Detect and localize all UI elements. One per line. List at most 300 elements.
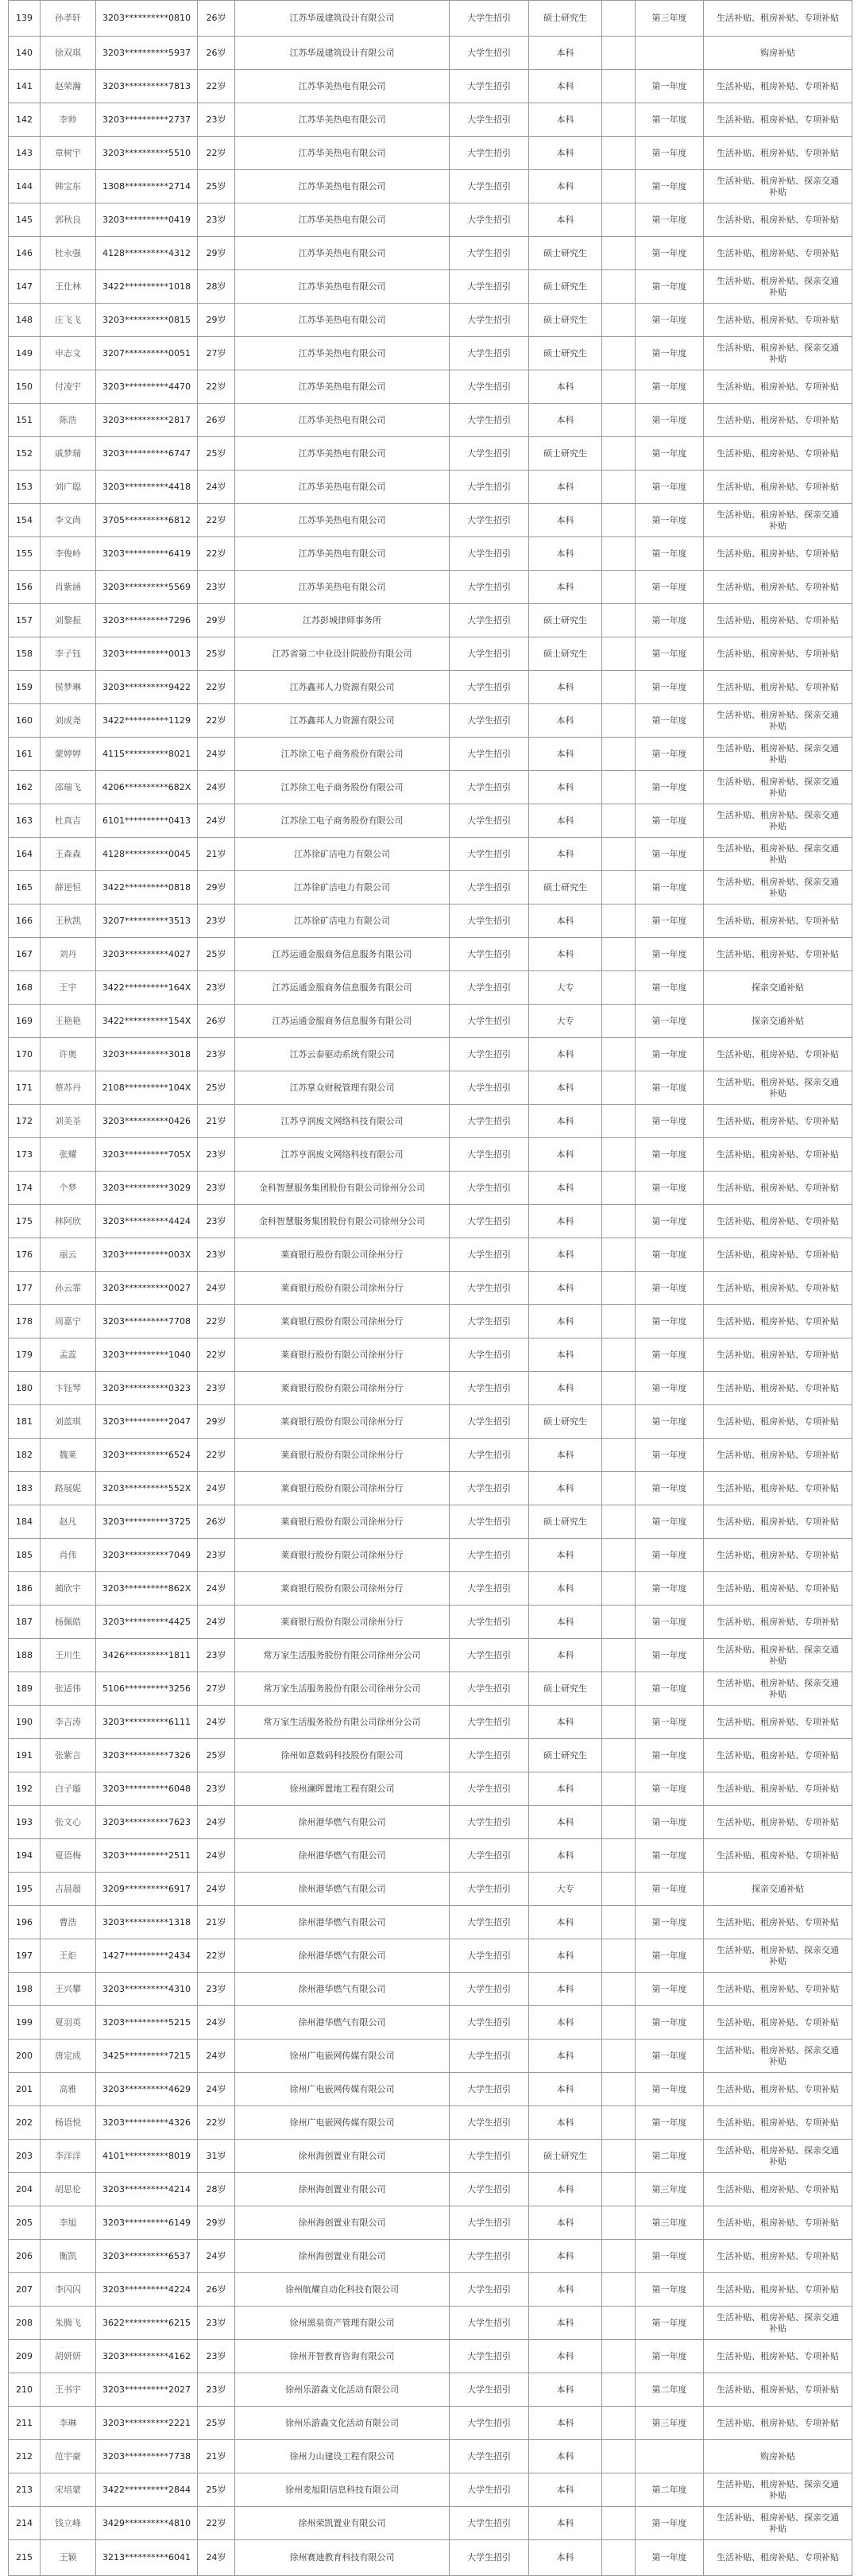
subsidy-year: 第一年度 (636, 1505, 704, 1539)
blank-cell (602, 70, 636, 103)
subsidy-year: 第一年度 (636, 1706, 704, 1739)
age: 24岁 (198, 471, 235, 504)
subsidy-types (704, 671, 852, 704)
id-number: 3203**********7813 (96, 70, 198, 103)
blank-cell (602, 2373, 636, 2407)
age: 25岁 (198, 1071, 235, 1105)
subsidy-types (704, 1439, 852, 1472)
age: 23岁 (198, 1973, 235, 2006)
employer-name: 江苏徐矿洁电力有限公司 (235, 871, 450, 905)
id-number: 3203**********0426 (96, 1105, 198, 1138)
blank-cell (602, 704, 636, 738)
blank-cell (602, 671, 636, 704)
person-name: 丽云 (41, 1238, 96, 1272)
subsidy-types (704, 537, 852, 571)
table-row (9, 637, 852, 671)
education-level: 本科 (529, 2473, 602, 2507)
talent-category: 大学生招引 (450, 637, 529, 671)
education-level: 本科 (529, 537, 602, 571)
subsidy-line: 生活补贴、租房补贴、探亲交通 (717, 1076, 839, 1087)
talent-category: 大学生招引 (450, 704, 529, 738)
education-level: 本科 (529, 504, 602, 537)
employer-name: 江苏华美热电有限公司 (235, 70, 450, 103)
age: 23岁 (198, 971, 235, 1005)
subsidy-types (704, 1873, 852, 1906)
row-number: 151 (9, 404, 41, 437)
subsidy-line: 生活补贴、租房补贴、专项补贴 (717, 1149, 839, 1160)
talent-category: 大学生招引 (450, 1939, 529, 1973)
person-name: 刘美荃 (41, 1105, 96, 1138)
blank-cell (602, 170, 636, 203)
id-number: 3203**********4418 (96, 471, 198, 504)
subsidy-year: 第一年度 (636, 1172, 704, 1205)
education-level: 本科 (529, 137, 602, 170)
subsidy-line: 生活补贴、租房补贴、专项补贴 (717, 1048, 839, 1059)
talent-category: 大学生招引 (450, 1439, 529, 1472)
subsidy-line: 补贴 (769, 1655, 786, 1666)
subsidy-line: 补贴 (769, 1688, 786, 1699)
employer-name: 徐州港华燃气有限公司 (235, 1839, 450, 1873)
table-row (9, 1606, 852, 1639)
person-name: 李帅 (41, 103, 96, 137)
talent-category: 大学生招引 (450, 2340, 529, 2373)
person-name: 衡凯 (41, 2240, 96, 2273)
age: 25岁 (198, 637, 235, 671)
subsidy-year: 第二年度 (636, 2140, 704, 2173)
table-row (9, 604, 852, 637)
subsidy-line: 生活补贴、租房补贴、专项补贴 (717, 1115, 839, 1126)
blank-cell (602, 1272, 636, 1305)
age: 26岁 (198, 404, 235, 437)
blank-cell (602, 2039, 636, 2073)
talent-category: 大学生招引 (450, 203, 529, 237)
table-row (9, 537, 852, 571)
subsidy-line: 生活补贴、租房补贴、探亲交通 (717, 509, 839, 520)
subsidy-year: 第三年度 (636, 2407, 704, 2440)
employer-name: 徐州海创置业有限公司 (235, 2140, 450, 2173)
person-name: 孙孝轩 (41, 1, 96, 37)
subsidy-types (704, 170, 852, 203)
person-name: 蔡苏丹 (41, 1071, 96, 1105)
education-level: 本科 (529, 2373, 602, 2407)
talent-category: 大学生招引 (450, 838, 529, 871)
talent-category: 大学生招引 (450, 304, 529, 337)
subsidy-roster-sheet (8, 0, 852, 2576)
subsidy-year: 第一年度 (636, 571, 704, 604)
subsidy-types (704, 1839, 852, 1873)
subsidy-line: 生活补贴、租房补贴、专项补贴 (717, 1749, 839, 1761)
blank-cell (602, 1973, 636, 2006)
education-level: 本科 (529, 2006, 602, 2039)
blank-cell (602, 237, 636, 270)
id-number: 3203**********4470 (96, 370, 198, 404)
person-name: 范宇豪 (41, 2440, 96, 2473)
table-row (9, 871, 852, 905)
blank-cell (602, 2340, 636, 2373)
talent-category: 大学生招引 (450, 938, 529, 971)
age: 22岁 (198, 1305, 235, 1338)
subsidy-line: 补贴 (769, 2489, 786, 2500)
education-level: 本科 (529, 1939, 602, 1973)
employer-name: 江苏鑫邦人力资源有限公司 (235, 671, 450, 704)
id-number: 3203**********6747 (96, 437, 198, 471)
person-name: 吉晨超 (41, 1873, 96, 1906)
subsidy-line: 生活补贴、租房补贴、专项补贴 (717, 2016, 839, 2028)
education-level: 本科 (529, 370, 602, 404)
employer-name: 江苏华晟建筑设计有限公司 (235, 37, 450, 70)
id-number: 4128**********0045 (96, 838, 198, 871)
talent-category: 大学生招引 (450, 2540, 529, 2576)
table-row (9, 2206, 852, 2240)
subsidy-line: 生活补贴、租房补贴、专项补贴 (717, 1916, 839, 1927)
employer-name: 江苏彭城律师事务所 (235, 604, 450, 637)
blank-cell (602, 537, 636, 571)
employer-name: 徐州广电嵌网传媒有限公司 (235, 2039, 450, 2073)
talent-category: 大学生招引 (450, 1839, 529, 1873)
blank-cell (602, 504, 636, 537)
subsidy-types (704, 237, 852, 270)
id-number: 3203**********4326 (96, 2106, 198, 2140)
table-row (9, 905, 852, 938)
id-number: 3203**********2511 (96, 1839, 198, 1873)
row-number: 159 (9, 671, 41, 704)
row-number: 192 (9, 1772, 41, 1806)
subsidy-line: 生活补贴、租房补贴、探亲交通 (717, 342, 839, 353)
education-level: 硕士研究生 (529, 1672, 602, 1706)
subsidy-year: 第一年度 (636, 804, 704, 838)
table-row (9, 1005, 852, 1038)
row-number: 198 (9, 1973, 41, 2006)
subsidy-types (704, 1472, 852, 1505)
id-number: 3425**********7215 (96, 2039, 198, 2073)
subsidy-year: 第一年度 (636, 971, 704, 1005)
education-level: 本科 (529, 70, 602, 103)
person-name: 魏莱 (41, 1439, 96, 1472)
row-number: 203 (9, 2140, 41, 2173)
table-row (9, 2507, 852, 2540)
id-number: 3203**********0815 (96, 304, 198, 337)
employer-name: 徐州海创置业有限公司 (235, 2240, 450, 2273)
person-name: 申志文 (41, 337, 96, 370)
subsidy-types (704, 1606, 852, 1639)
talent-category: 大学生招引 (450, 1472, 529, 1505)
subsidy-line: 生活补贴、租房补贴、专项补贴 (717, 1582, 839, 1594)
person-name: 王秋凯 (41, 905, 96, 938)
row-number: 146 (9, 237, 41, 270)
blank-cell (602, 2440, 636, 2473)
table-row (9, 2039, 852, 2073)
row-number: 187 (9, 1606, 41, 1639)
subsidy-types (704, 604, 852, 637)
blank-cell (602, 1305, 636, 1338)
subsidy-types (704, 1238, 852, 1272)
education-level: 本科 (529, 2273, 602, 2307)
row-number: 184 (9, 1505, 41, 1539)
talent-category: 大学生招引 (450, 1873, 529, 1906)
subsidy-year: 第一年度 (636, 938, 704, 971)
subsidy-line: 补贴 (769, 820, 786, 831)
subsidy-year: 第一年度 (636, 504, 704, 537)
id-number: 3422**********164X (96, 971, 198, 1005)
subsidy-line: 探亲交通补贴 (752, 1883, 804, 1894)
person-name: 曹浩 (41, 1906, 96, 1939)
talent-category: 大学生招引 (450, 2440, 529, 2473)
subsidy-types (704, 1739, 852, 1772)
talent-category: 大学生招引 (450, 2473, 529, 2507)
age: 24岁 (198, 738, 235, 771)
talent-category: 大学生招引 (450, 37, 529, 70)
person-name: 路展妮 (41, 1472, 96, 1505)
row-number: 175 (9, 1205, 41, 1238)
subsidy-types (704, 1939, 852, 1973)
table-row (9, 671, 852, 704)
row-number: 160 (9, 704, 41, 738)
employer-name: 徐州海创置业有限公司 (235, 2206, 450, 2240)
person-name: 张耀 (41, 1138, 96, 1172)
education-level: 硕士研究生 (529, 304, 602, 337)
blank-cell (602, 2006, 636, 2039)
person-name: 李俊岭 (41, 537, 96, 571)
id-number: 3207**********3513 (96, 905, 198, 938)
table-row (9, 1238, 852, 1272)
education-level: 硕士研究生 (529, 237, 602, 270)
employer-name: 莱商银行股份有限公司徐州分行 (235, 1572, 450, 1606)
blank-cell (602, 404, 636, 437)
person-name: 夏羽英 (41, 2006, 96, 2039)
subsidy-types (704, 905, 852, 938)
employer-name: 江苏徐矿洁电力有限公司 (235, 905, 450, 938)
subsidy-year: 第一年度 (636, 1806, 704, 1839)
education-level: 本科 (529, 804, 602, 838)
table-row (9, 1772, 852, 1806)
subsidy-year (636, 2440, 704, 2473)
age: 25岁 (198, 938, 235, 971)
row-number: 178 (9, 1305, 41, 1338)
subsidy-year: 第一年度 (636, 1539, 704, 1572)
table-row (9, 2006, 852, 2039)
education-level: 本科 (529, 571, 602, 604)
subsidy-line: 生活补贴、租房补贴、专项补贴 (717, 114, 839, 125)
talent-category: 大学生招引 (450, 1572, 529, 1606)
id-number: 3203**********3018 (96, 1038, 198, 1071)
age: 23岁 (198, 2340, 235, 2373)
subsidy-types (704, 704, 852, 738)
education-level: 本科 (529, 1071, 602, 1105)
talent-category: 大学生招引 (450, 1505, 529, 1539)
age: 29岁 (198, 304, 235, 337)
subsidy-year: 第一年度 (636, 1405, 704, 1439)
employer-name: 江苏华美热电有限公司 (235, 237, 450, 270)
id-number: 3203**********7623 (96, 1806, 198, 1839)
subsidy-types (704, 1038, 852, 1071)
row-number: 148 (9, 304, 41, 337)
employer-name: 莱商银行股份有限公司徐州分行 (235, 1372, 450, 1405)
row-number: 147 (9, 270, 41, 304)
education-level: 本科 (529, 2540, 602, 2576)
row-number: 197 (9, 1939, 41, 1973)
employer-name: 金科智慧服务集团股份有限公司徐州分公司 (235, 1172, 450, 1205)
id-number: 5106**********3256 (96, 1672, 198, 1706)
id-number: 3203**********2027 (96, 2373, 198, 2407)
education-level: 硕士研究生 (529, 1405, 602, 1439)
subsidy-types (704, 1105, 852, 1138)
employer-name: 江苏运通金服商务信息服务有限公司 (235, 1005, 450, 1038)
talent-category: 大学生招引 (450, 1272, 529, 1305)
subsidy-line: 生活补贴、租房补贴、专项补贴 (717, 2552, 839, 2562)
row-number: 179 (9, 1338, 41, 1372)
age: 23岁 (198, 1038, 235, 1071)
person-name: 胡思伦 (41, 2173, 96, 2206)
education-level: 硕士研究生 (529, 2140, 602, 2173)
talent-category: 大学生招引 (450, 2006, 529, 2039)
id-number: 3203**********2047 (96, 1405, 198, 1439)
blank-cell (602, 270, 636, 304)
subsidy-line: 生活补贴、租房补贴、探亲交通 (717, 2512, 839, 2523)
id-number: 3203**********4027 (96, 938, 198, 971)
row-number: 182 (9, 1439, 41, 1472)
talent-category: 大学生招引 (450, 2273, 529, 2307)
id-number: 3422**********154X (96, 1005, 198, 1038)
subsidy-year: 第一年度 (636, 103, 704, 137)
subsidy-types (704, 1305, 852, 1338)
blank-cell (602, 1739, 636, 1772)
id-number: 3203**********6419 (96, 537, 198, 571)
table-row (9, 1873, 852, 1906)
talent-category: 大学生招引 (450, 437, 529, 471)
id-number: 3203**********0810 (96, 1, 198, 37)
subsidy-line: 生活补贴、租房补贴、专项补贴 (717, 1315, 839, 1327)
id-number: 3203**********7708 (96, 1305, 198, 1338)
table-row (9, 1906, 852, 1939)
row-number: 189 (9, 1672, 41, 1706)
id-number: 3422**********2844 (96, 2473, 198, 2507)
employer-name: 江苏华美热电有限公司 (235, 170, 450, 203)
subsidy-line: 生活补贴、租房补贴、探亲交通 (717, 843, 839, 854)
employer-name: 江苏华美热电有限公司 (235, 404, 450, 437)
id-number: 3203**********5937 (96, 37, 198, 70)
table-row (9, 2440, 852, 2473)
person-name: 邵瑞飞 (41, 771, 96, 804)
education-level: 本科 (529, 2240, 602, 2273)
education-level: 本科 (529, 2307, 602, 2340)
table-row (9, 1572, 852, 1606)
subsidy-line: 生活补贴、租房补贴、专项补贴 (717, 648, 839, 659)
person-name: 赵凡 (41, 1505, 96, 1539)
education-level: 本科 (529, 37, 602, 70)
talent-category: 大学生招引 (450, 2173, 529, 2206)
table-row (9, 1672, 852, 1706)
education-level: 本科 (529, 2173, 602, 2206)
talent-category: 大学生招引 (450, 2407, 529, 2440)
subsidy-line: 生活补贴、租房补贴、专项补贴 (717, 2250, 839, 2261)
age: 23岁 (198, 905, 235, 938)
age: 27岁 (198, 337, 235, 370)
row-number: 190 (9, 1706, 41, 1739)
talent-category: 大学生招引 (450, 1038, 529, 1071)
subsidy-line: 生活补贴、租房补贴、专项补贴 (717, 2417, 839, 2428)
employer-name: 徐州港华燃气有限公司 (235, 2006, 450, 2039)
subsidy-year: 第一年度 (636, 637, 704, 671)
talent-category: 大学生招引 (450, 1739, 529, 1772)
row-number: 174 (9, 1172, 41, 1205)
talent-category: 大学生招引 (450, 170, 529, 203)
subsidy-year: 第一年度 (636, 2039, 704, 2073)
talent-category: 大学生招引 (450, 604, 529, 637)
subsidy-year: 第三年度 (636, 2206, 704, 2240)
talent-category: 大学生招引 (450, 738, 529, 771)
age: 24岁 (198, 1706, 235, 1739)
id-number: 4115**********8021 (96, 738, 198, 771)
talent-category: 大学生招引 (450, 671, 529, 704)
row-number: 181 (9, 1405, 41, 1439)
education-level: 本科 (529, 771, 602, 804)
employer-name: 莱商银行股份有限公司徐州分行 (235, 1238, 450, 1272)
employer-name: 徐州如意数码科技股份有限公司 (235, 1739, 450, 1772)
subsidy-year: 第一年度 (636, 1205, 704, 1238)
subsidy-line: 补贴 (769, 353, 786, 364)
person-name: 胡妍妍 (41, 2340, 96, 2373)
subsidy-types (704, 1572, 852, 1606)
subsidy-types (704, 1071, 852, 1105)
blank-cell (602, 2407, 636, 2440)
talent-category: 大学生招引 (450, 1205, 529, 1238)
subsidy-types (704, 471, 852, 504)
person-name: 张紫言 (41, 1739, 96, 1772)
blank-cell (602, 1806, 636, 1839)
person-name: 韩宝东 (41, 170, 96, 203)
talent-category: 大学生招引 (450, 971, 529, 1005)
age: 21岁 (198, 838, 235, 871)
education-level: 本科 (529, 1472, 602, 1505)
blank-cell (602, 1606, 636, 1639)
employer-name: 莱商银行股份有限公司徐州分行 (235, 1539, 450, 1572)
table-row (9, 2240, 852, 2273)
blank-cell (602, 571, 636, 604)
blank-cell (602, 137, 636, 170)
row-number: 153 (9, 471, 41, 504)
row-number: 208 (9, 2307, 41, 2340)
subsidy-year: 第一年度 (636, 1372, 704, 1405)
table-row (9, 1639, 852, 1672)
employer-name: 金科智慧服务集团股份有限公司徐州分公司 (235, 1205, 450, 1238)
subsidy-types (704, 504, 852, 537)
table-row (9, 103, 852, 137)
education-level: 本科 (529, 738, 602, 771)
person-name: 杨语悦 (41, 2106, 96, 2140)
row-number: 213 (9, 2473, 41, 2507)
education-level: 本科 (529, 1572, 602, 1606)
row-number: 210 (9, 2373, 41, 2407)
table-row (9, 270, 852, 304)
table-row (9, 304, 852, 337)
education-level: 本科 (529, 103, 602, 137)
id-number: 3203**********2817 (96, 404, 198, 437)
subsidy-year: 第一年度 (636, 2307, 704, 2340)
age: 24岁 (198, 2240, 235, 2273)
education-level: 本科 (529, 1138, 602, 1172)
table-row (9, 2407, 852, 2440)
subsidy-types (704, 1539, 852, 1572)
employer-name: 徐州乐游淼文化活动有限公司 (235, 2407, 450, 2440)
subsidy-line: 探亲交通补贴 (752, 1015, 804, 1026)
table-row (9, 771, 852, 804)
row-number: 191 (9, 1739, 41, 1772)
person-name: 戚梦瑞 (41, 437, 96, 471)
id-number: 3203**********1318 (96, 1906, 198, 1939)
subsidy-line: 生活补贴、租房补贴、探亲交通 (717, 709, 839, 720)
table-row (9, 170, 852, 203)
id-number: 2108**********104X (96, 1071, 198, 1105)
